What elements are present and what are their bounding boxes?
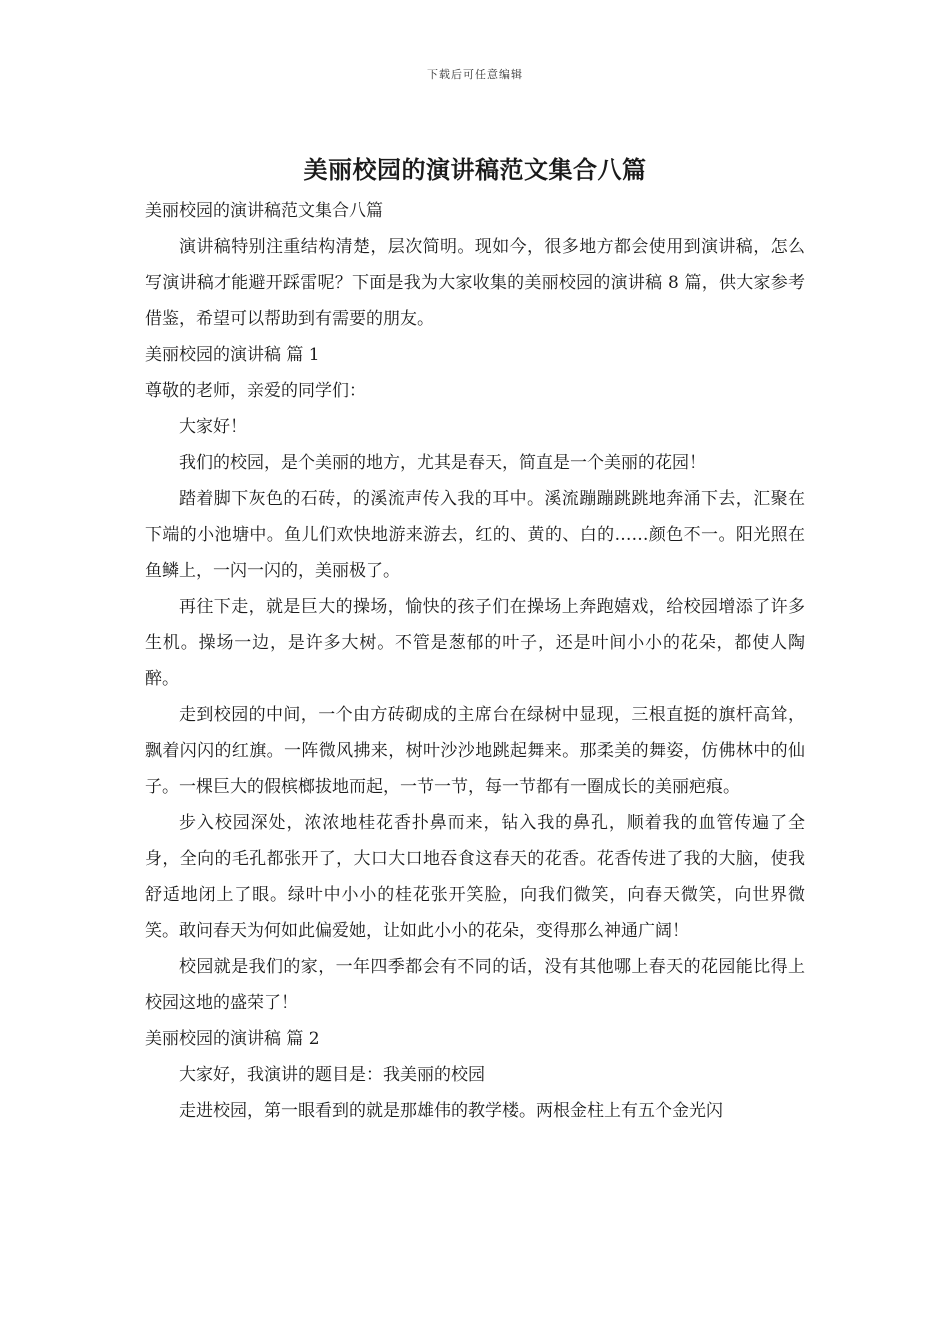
paragraph: 走到校园的中间，一个由方砖砌成的主席台在绿树中显现，三根直挺的旗杆高耸，飘着闪闪的红旗。一阵微风拂来，树叶沙沙地跳起舞来。那柔美的舞姿，仿佛林中的仙子。一棵巨大的假槟榔拔地而起，一节一节，每一节都有一圈成长的美丽疤痕。 [145, 705, 805, 797]
paragraph: 尊敬的老师，亲爱的同学们： [145, 381, 366, 401]
document-body [145, 193, 805, 1129]
paragraph: 美丽校园的演讲稿范文集合八篇 [145, 201, 383, 221]
paragraph: 走进校园，第一眼看到的就是那雄伟的教学楼。两根金柱上有五个金光闪 [179, 1101, 723, 1121]
paragraph: 美丽校园的演讲稿 篇 2 [145, 1029, 320, 1049]
paragraph: 再往下走，就是巨大的操场，愉快的孩子们在操场上奔跑嬉戏，给校园增添了许多生机。操场一边，是许多大树。不管是葱郁的叶子，还是叶间小小的花朵，都使人陶醉。 [145, 597, 805, 689]
paragraph: 大家好，我演讲的题目是：我美丽的校园 [179, 1065, 485, 1085]
paragraph: 步入校园深处，浓浓地桂花香扑鼻而来，钻入我的鼻孔，顺着我的血管传遍了全身，全向的毛孔都张开了，大口大口地吞食这春天的花香。花香传进了我的大脑，使我舒适地闭上了眼。绿叶中小小的桂花张开笑脸，向我们微笑，向春天微笑，向世界微笑。敢问春天为何如此偏爱她，让如此小小的花朵，变得那么神通广阔！ [145, 813, 805, 941]
header-note: 下载后可任意编辑 [427, 68, 523, 81]
paragraph: 我们的校园，是个美丽的地方，尤其是春天，简直是一个美丽的花园！ [179, 453, 706, 473]
document-title: 美丽校园的演讲稿范文集合八篇 [303, 155, 647, 184]
paragraph: 踏着脚下灰色的石砖，的溪流声传入我的耳中。溪流蹦蹦跳跳地奔涌下去，汇聚在下端的小池塘中。鱼儿们欢快地游来游去，红的、黄的、白的……颜色不一。阳光照在鱼鳞上，一闪一闪的，美丽极了。 [145, 489, 805, 581]
paragraph: 校园就是我们的家，一年四季都会有不同的话，没有其他哪上春天的花园能比得上校园这地的盛荣了！ [145, 957, 805, 1013]
paragraph: 演讲稿特别注重结构清楚，层次简明。现如今，很多地方都会使用到演讲稿，怎么写演讲稿才能避开踩雷呢？下面是我为大家收集的美丽校园的演讲稿 8 篇，供大家参考借鉴，希望可以帮助到有需要的朋友。 [145, 237, 805, 329]
paragraph: 美丽校园的演讲稿 篇 1 [145, 345, 320, 365]
paragraph: 大家好！ [179, 417, 247, 437]
